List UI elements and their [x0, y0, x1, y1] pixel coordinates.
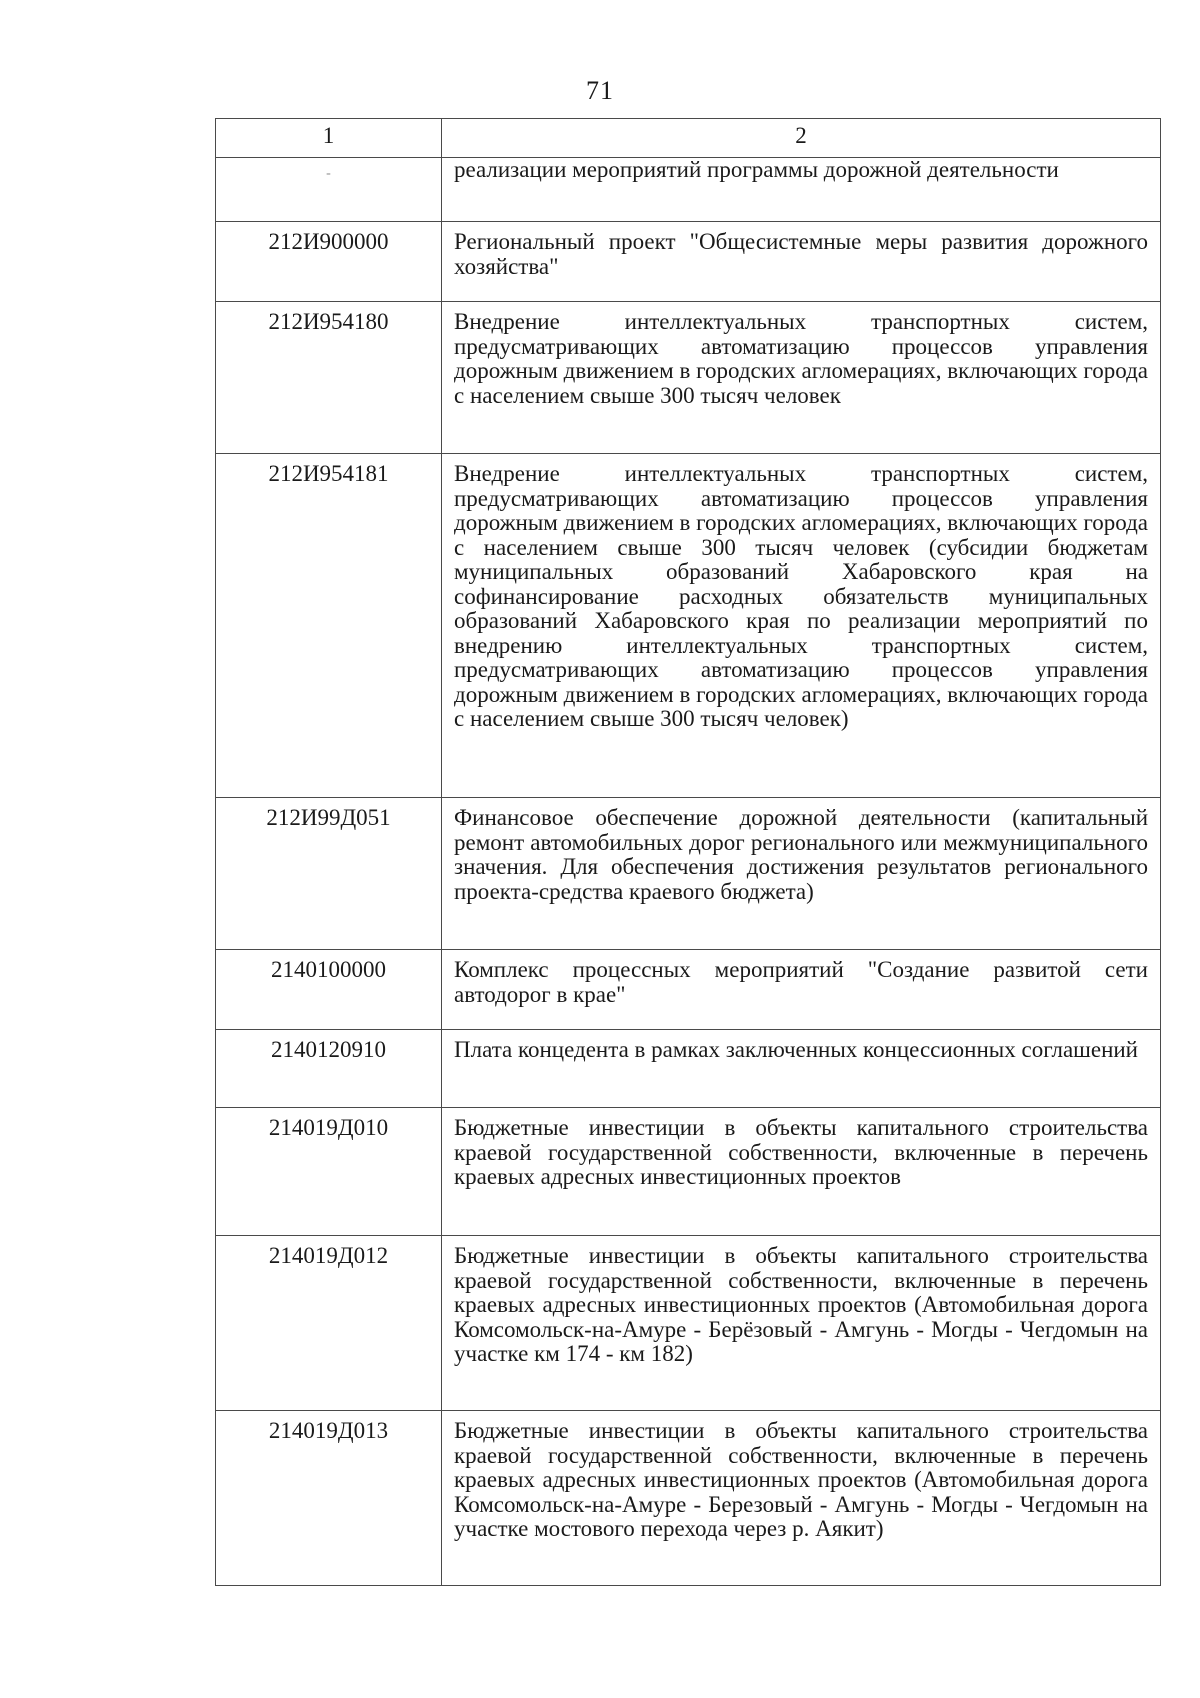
row-code — [216, 158, 442, 222]
row-code: 214019Д013 — [216, 1411, 442, 1586]
row-description: реализации мероприятий программы дорожной деятельности — [442, 158, 1161, 222]
row-description: Внедрение интеллектуальных транспортных систем, предусматривающих автоматизацию процессов управления дорожным движением в городских агломерациях, включающих города с населением свыше 300 тысяч человек (субсидии бюджетам муниципальных образований Хабаровского края на софинансирование расходных обязательств муниципальных образований Хабаровского края по реализации мероприятий по внедрению интеллектуальных транспортных систем, предусматривающих автоматизацию процессов управления дорожным движением в городских агломерациях, включающих города с населением свыше 300 тысяч человек) — [442, 454, 1161, 798]
row-description: Внедрение интеллектуальных транспортных систем, предусматривающих автоматизацию процессов управления дорожным движением в городских агломерациях, включающих города с населением свыше 300 тысяч человек — [442, 302, 1161, 454]
row-description: Плата концедента в рамках заключенных концессионных соглашений — [442, 1030, 1161, 1108]
row-description: Бюджетные инвестиции в объекты капитального строительства краевой государственной собственности, включенные в перечень краевых адресных инвестиционных проектов — [442, 1108, 1161, 1236]
column-header-description: 2 — [442, 119, 1161, 158]
table-row — [216, 454, 1161, 798]
page-number: 71 — [586, 76, 614, 105]
table-row — [216, 950, 1161, 1030]
column-header-code: 1 — [216, 119, 442, 158]
budget-classification-table — [215, 118, 1161, 1586]
table-row — [216, 158, 1161, 222]
table-row — [216, 222, 1161, 302]
row-code: 212И954180 — [216, 302, 442, 454]
table-row — [216, 798, 1161, 950]
table-row — [216, 1108, 1161, 1236]
table-row — [216, 1236, 1161, 1411]
table-row — [216, 302, 1161, 454]
row-description: Финансовое обеспечение дорожной деятельности (капитальный ремонт автомобильных дорог регионального или межмуниципального значения. Для обеспечения достижения результатов регионального проекта-средства краевого бюджета) — [442, 798, 1161, 950]
row-code: 214019Д012 — [216, 1236, 442, 1411]
row-description: Комплекс процессных мероприятий "Создание развитой сети автодорог в крае" — [442, 950, 1161, 1030]
row-code-dash: - — [326, 166, 331, 181]
table-row — [216, 1030, 1161, 1108]
table-header-row — [216, 119, 1161, 158]
row-code: 2140100000 — [216, 950, 442, 1030]
row-description: Бюджетные инвестиции в объекты капитального строительства краевой государственной собственности, включенные в перечень краевых адресных инвестиционных проектов (Автомобильная дорога Комсомольск-на-Амуре - Берёзовый - Амгунь - Могды - Чегдомын на участке км 174 - км 182) — [442, 1236, 1161, 1411]
row-code: 2140120910 — [216, 1030, 442, 1108]
row-code: 212И900000 — [216, 222, 442, 302]
row-description: Региональный проект "Общесистемные меры развития дорожного хозяйства" — [442, 222, 1161, 302]
row-code: 214019Д010 — [216, 1108, 442, 1236]
row-description: Бюджетные инвестиции в объекты капитального строительства краевой государственной собственности, включенные в перечень краевых адресных инвестиционных проектов (Автомобильная дорога Комсомольск-на-Амуре - Березовый - Амгунь - Могды - Чегдомын на участке мостового перехода через р. Аякит) — [442, 1411, 1161, 1586]
row-code: 212И99Д051 — [216, 798, 442, 950]
row-code: 212И954181 — [216, 454, 442, 798]
table-row — [216, 1411, 1161, 1586]
